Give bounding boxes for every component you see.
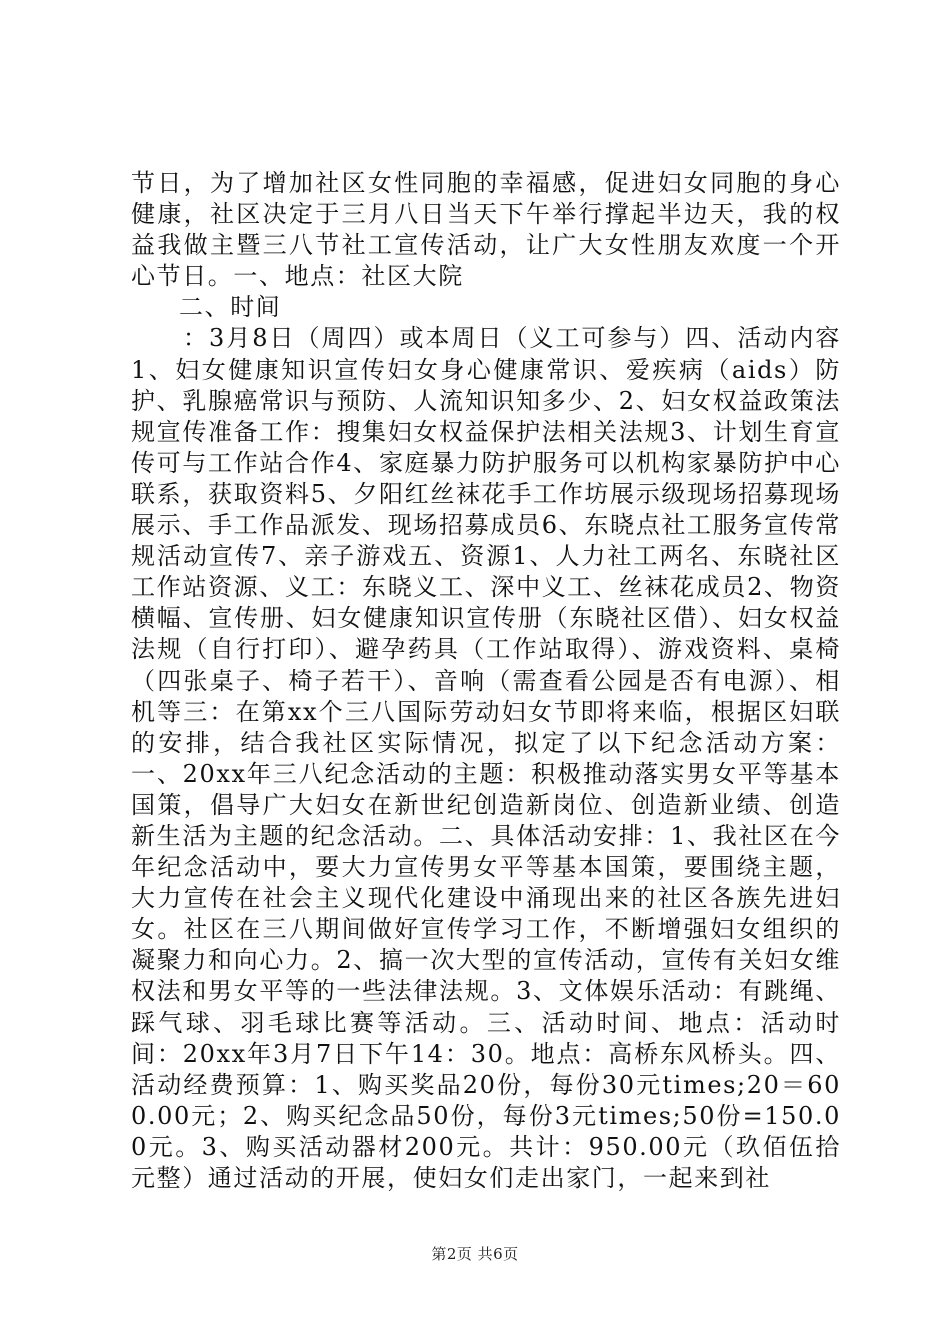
document-body <box>131 168 841 1194</box>
paragraph-time-heading: 二、时间 <box>179 293 282 322</box>
page-footer: 第2页 共6页 <box>431 1245 519 1263</box>
paragraph-activity-plan: ：3月8日（周四）或本周日（义工可参与）四、活动内容1、妇女健康知识宣传妇女身心健康常识、爱疾病（aids）防护、乳腺癌常识与预防、人流知识知多少、2、妇女权益政策法规宣传准备工作：搜集妇女权益保护法相关法规3、计划生育宣传可与工作站合作4、家庭暴力防护服务可以机构家暴防护中心联系，获取资料5、夕阳红丝袜花手工作坊展示级现场招募现场展示、手工作品派发、现场招募成员6、东晓点社工服务宣传常规活动宣传7、亲子游戏五、资源1、人力社工两名、东晓社区工作站资源、义工：东晓义工、深中义工、丝袜花成员2、物资横幅、宣传册、妇女健康知识宣传册（东晓社区借）、妇女权益法规（自行打印）、避孕药具（工作站取得）、游戏资料、桌椅（四张桌子、椅子若干）、音响（需查看公园是否有电源）、相机等三：在第xx个三八国际劳动妇女节即将来临，根据区妇联的安排，结合我社区实际情况，拟定了以下纪念活动方案：一、20xx年三八纪念活动的主题：积极推动落实男女平等基本国策，倡导广大妇女在新世纪创造新岗位、创造新业绩、创造新生活为主题的纪念活动。二、具体活动安排：1、我社区在今年纪念活动中，要大力宣传男女平等基本国策，要围绕主题，大力宣传在社会主义现代化建设中涌现出来的社区各族先进妇女。社区在三八期间做好宣传学习工作，不断增强妇女组织的凝聚力和向心力。2、搞一次大型的宣传活动，宣传有关妇女维权法和男女平等的一些法律法规。3、文体娱乐活动：有跳绳、踩气球、羽毛球比赛等活动。三、活动时间、地点：活动时间：20xx年3月7日下午14：30。地点：高桥东风桥头。四、活动经费预算：1、购买奖品20份，每份30元times;20＝600.00元；2、购买纪念品50份，每份3元times;50份=150.00元。3、购买活动器材200元。共计：950.00元（玖佰伍拾元整）通过活动的开展，使妇女们走出家门，一起来到社 <box>131 324 841 1192</box>
paragraph-intro: 节日，为了增加社区女性同胞的幸福感，促进妇女同胞的身心健康，社区决定于三月八日当天下午举行撑起半边天，我的权益我做主暨三八节社工宣传活动，让广大女性朋友欢度一个开心节日。一、地点：社区大院 <box>131 169 841 291</box>
